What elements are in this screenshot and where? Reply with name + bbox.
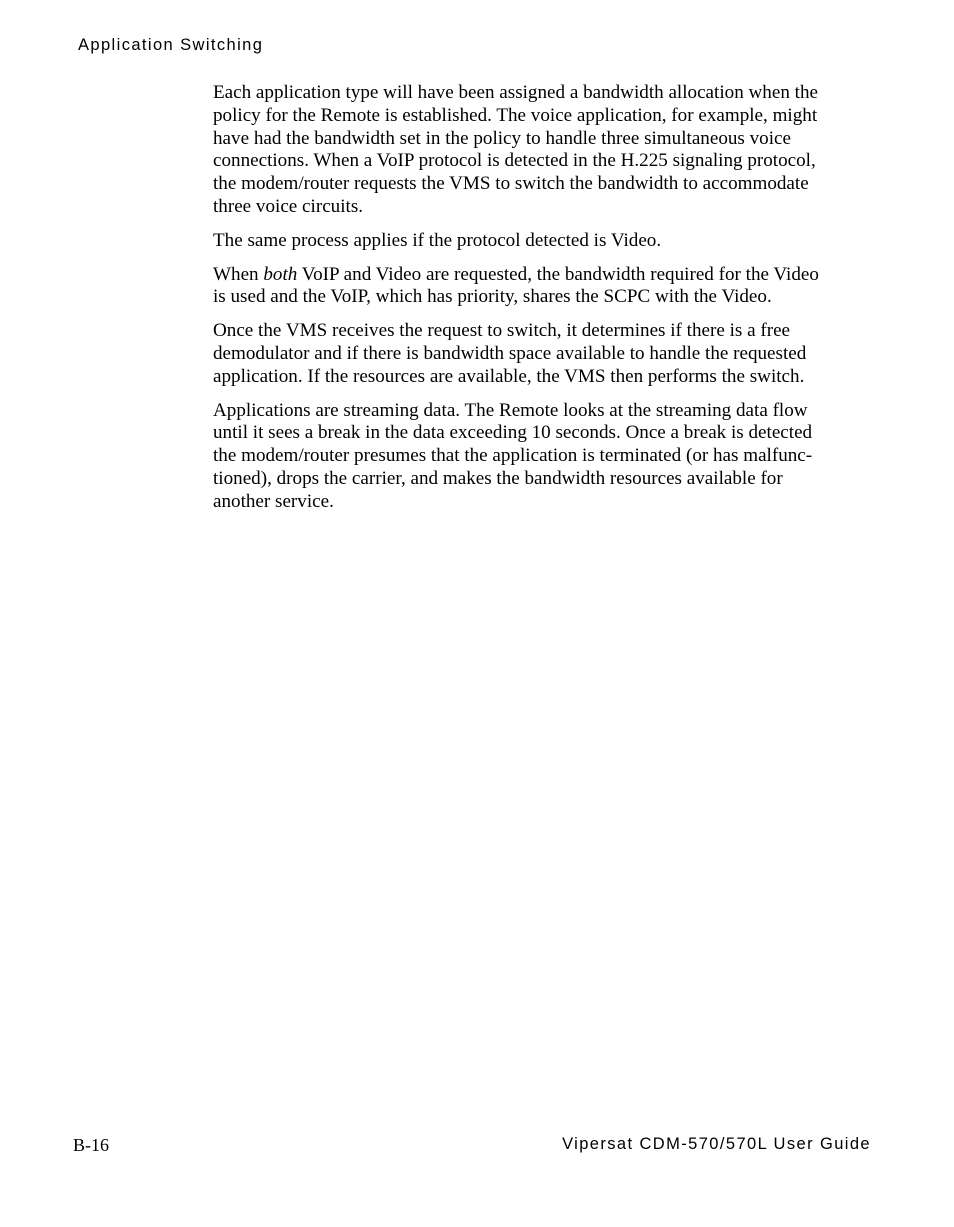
- text-line: another service.: [213, 490, 334, 512]
- text-line: policy for the Remote is established. The voice application, for example, might: [213, 104, 818, 126]
- paragraph-voip-and-video: [213, 264, 877, 310]
- paragraph-video-process: [213, 230, 877, 253]
- text-line: demodulator and if there is bandwidth space available to handle the requested: [213, 342, 807, 364]
- paragraph-switch-request: [213, 320, 877, 388]
- text-line: The same process applies if the protocol detected is Video.: [213, 229, 662, 251]
- text-line: the modem/router requests the VMS to switch the bandwidth to accommodate: [213, 173, 809, 195]
- running-header: Application Switching: [78, 36, 264, 54]
- page-number: B-16: [73, 1135, 109, 1155]
- text-line: Once the VMS receives the request to switch, it determines if there is a free: [213, 320, 791, 342]
- text-line: [213, 264, 877, 287]
- text-line: connections. When a VoIP protocol is detected in the H.225 signaling protocol,: [213, 150, 816, 172]
- text-line: until it sees a break in the data exceeding 10 seconds. Once a break is detected: [213, 422, 813, 444]
- body-text: [213, 82, 877, 525]
- emphasis-text: both: [263, 263, 298, 285]
- text-fragment: VoIP and Video are requested, the bandwidth required for the Video: [297, 263, 819, 285]
- text-line: tioned), drops the carrier, and makes the bandwidth resources available for: [213, 467, 783, 489]
- text-line: application. If the resources are available, the VMS then performs the switch.: [213, 365, 805, 387]
- text-line: the modem/router presumes that the application is terminated (or has malfunc-: [213, 445, 813, 467]
- paragraph-streaming-data: [213, 400, 877, 514]
- document-title: Vipersat CDM-570/570L User Guide: [562, 1135, 871, 1153]
- paragraph-bandwidth-allocation: [213, 82, 877, 219]
- text-line: is used and the VoIP, which has priority, shares the SCPC with the Video.: [213, 286, 772, 308]
- text-line: Each application type will have been assigned a bandwidth allocation when the: [213, 82, 818, 103]
- text-fragment: When: [213, 263, 264, 285]
- text-line: three voice circuits.: [213, 195, 364, 217]
- text-line: have had the bandwidth set in the policy to handle three simultaneous voice: [213, 127, 791, 149]
- text-line: Applications are streaming data. The Remote looks at the streaming data flow: [213, 399, 808, 421]
